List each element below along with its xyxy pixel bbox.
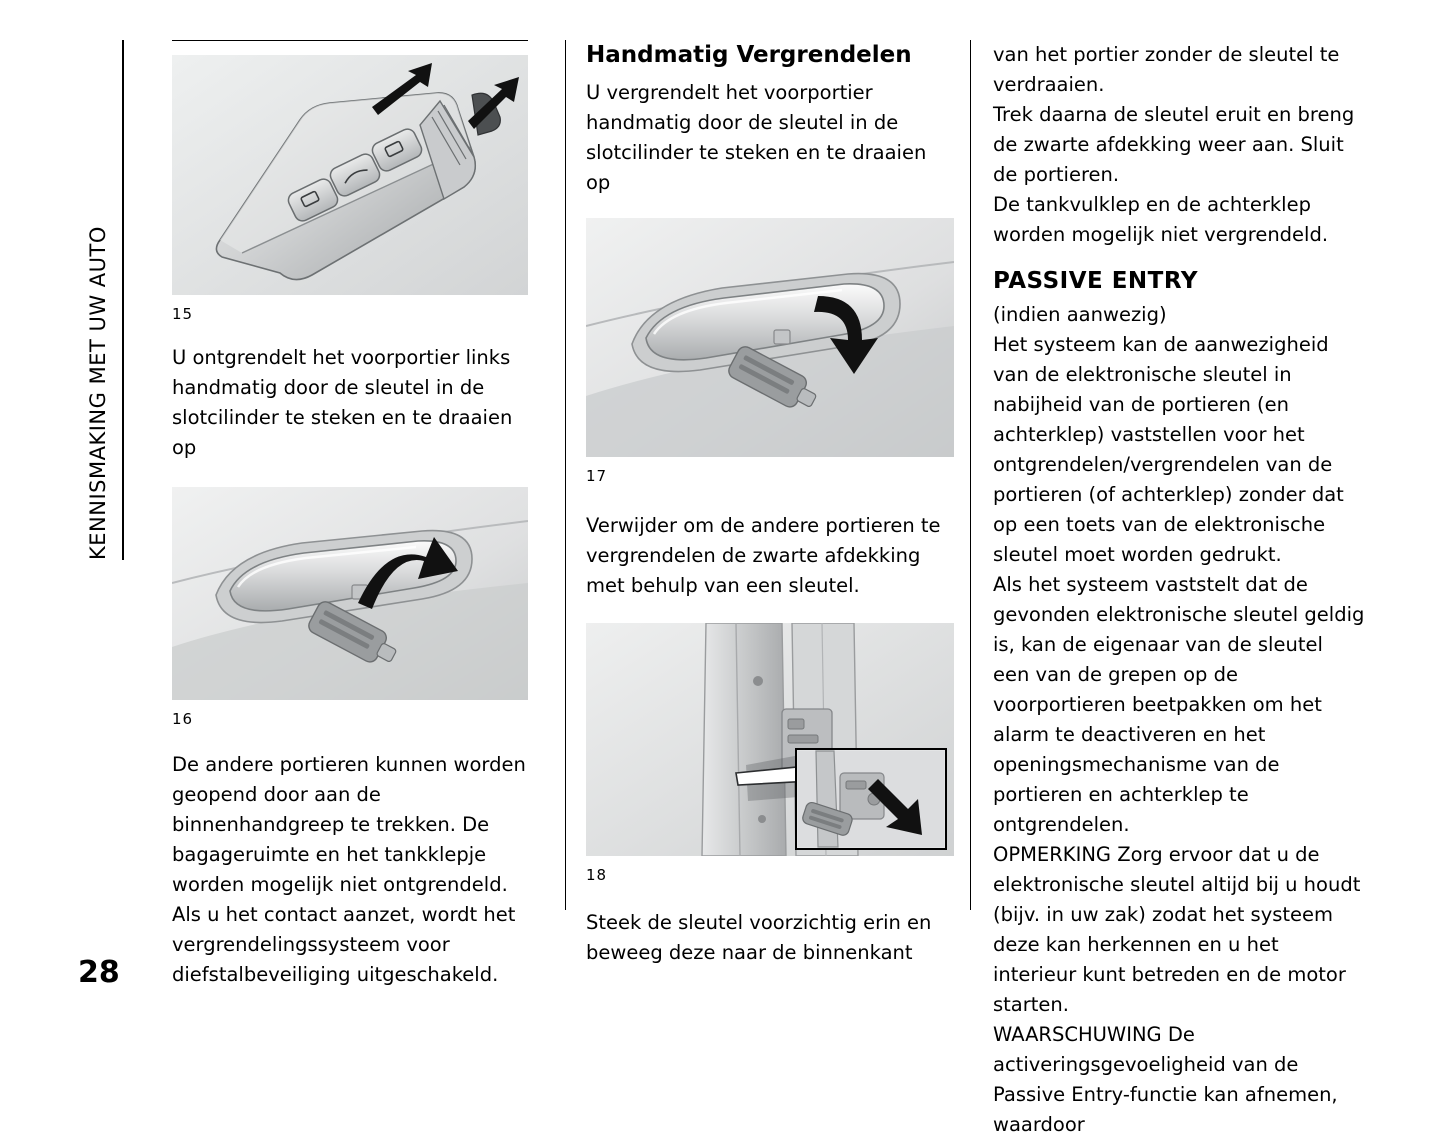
column-2-paragraph-1: U vergrendelt het voorportier handmatig door de sleutel in de slotcilinder te steken en te draaien op [586,81,927,194]
figure-16 [172,487,528,734]
column-1-paragraph-3: Als u het contact aanzet, wordt het vergrendelingssysteem voor diefstalbeveiliging uitgeschakeld. [172,903,516,986]
chapter-side-tab [78,40,124,560]
column-3-paragraph-7: OPMERKING Zorg ervoor dat u de elektronische sleutel altijd bij u houdt (bijv. in uw zak) zodat het systeem deze kan herkennen en u het interieur kunt betreden en de motor starten. [993,843,1361,1016]
column-3-paragraph-6: Als het systeem vaststelt dat de gevonden elektronische sleutel geldig is, kan de eigenaar van de sleutel een van de grepen op de voorportieren beetpakken om het alarm te deactiveren en het openingsmechanisme van de portieren en achterklep te ontgrendelen. [993,573,1365,836]
section-heading-passive-entry: PASSIVE ENTRY [993,268,1198,294]
column-divider-2 [970,40,971,910]
column-2 [586,40,954,968]
column-3-paragraph-4: (indien aanwezig) [993,303,1167,326]
figure-16-image [172,487,528,700]
figure-15-image [172,55,528,295]
chapter-title: KENNISMAKING MET UW AUTO [86,226,110,560]
column-1-top-rule [172,40,528,41]
column-divider-1 [565,40,566,910]
figure-16-number: 16 [172,710,194,728]
figure-18-image [586,623,954,856]
page-number: 28 [78,955,120,990]
column-1 [172,40,528,990]
figure-17 [586,218,954,491]
column-3-paragraph-1: van het portier zonder de sleutel te verdraaien. [993,43,1340,96]
figure-15 [172,55,528,329]
figure-18 [586,623,954,890]
column-3-paragraph-3: De tankvulklep en de achterklep worden mogelijk niet vergrendeld. [993,193,1329,246]
column-3-paragraph-5: Het systeem kan de aanwezigheid van de elektronische sleutel in nabijheid van de portieren (en achterklep) vaststellen voor het ontgrendelen/vergrendelen van de portieren (of achterklep) zonder dat op een toets van de elektronische sleutel moet worden gedrukt. [993,333,1344,566]
column-1-paragraph-1: U ontgrendelt het voorportier links handmatig door de sleutel in de slotcilinder te steken en te draaien op [172,346,513,459]
side-tab-rule [122,40,124,560]
figure-17-image [586,218,954,457]
figure-17-number: 17 [586,467,608,485]
column-3 [993,40,1365,1140]
column-2-paragraph-2: Verwijder om de andere portieren te vergrendelen de zwarte afdekking met behulp van een sleutel. [586,514,941,597]
figure-15-number: 15 [172,305,194,323]
column-2-paragraph-3: Steek de sleutel voorzichtig erin en beweeg deze naar de binnenkant [586,911,932,964]
column-1-paragraph-2: De andere portieren kunnen worden geopend door aan de binnenhandgreep te trekken. De bagageruimte en het tankklepje worden mogelijk niet ontgrendeld. [172,753,526,896]
section-heading-handmatig-vergrendelen: Handmatig Vergrendelen [586,42,912,68]
figure-18-number: 18 [586,866,608,884]
column-3-paragraph-8: WAARSCHUWING De activeringsgevoeligheid van de Passive Entry-functie kan afnemen, waardoor [993,1023,1338,1136]
column-3-paragraph-2: Trek daarna de sleutel eruit en breng de zwarte afdekking weer aan. Sluit de portieren. [993,103,1355,186]
